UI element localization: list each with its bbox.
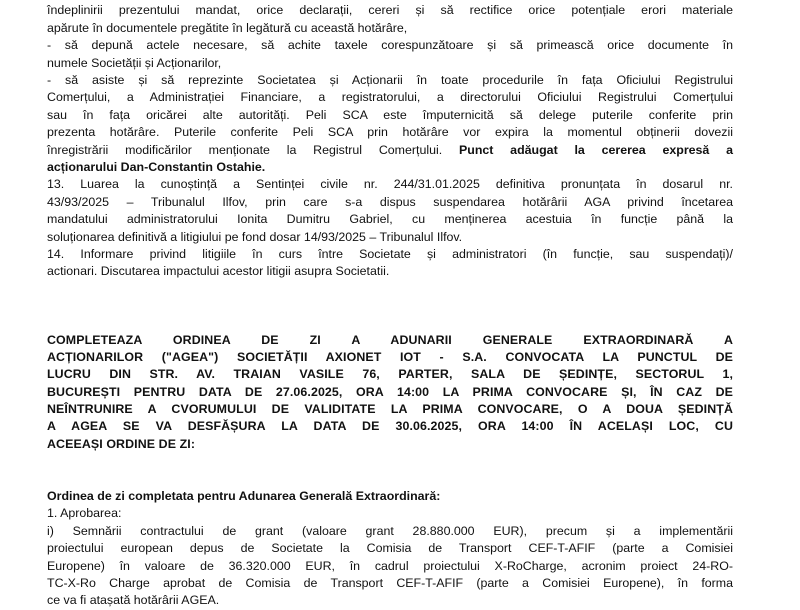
heading-line: COMPLETEAZA ORDINEA DE ZI A ADUNARII GENERALE EXTRAORDINARĂ A (47, 332, 733, 347)
convocation-heading (47, 332, 733, 454)
heading-line: A AGEA SE VA DESFĂȘURA LA DATA DE 30.06.2025, ORA 14:00 ÎN ACELAȘI LOC, CU (47, 419, 733, 434)
agenda-title: Ordinea de zi completata pentru Adunarea Generală Extraordinară: (47, 489, 441, 504)
heading-line: LUCRU DIN STR. AV. TRAIAN VASILE 76, PARTER, SALA DE ȘEDINȚE, SECTORUL 1, (47, 367, 733, 382)
heading-line: NEÎNTRUNIRE A CVORUMULUI DE VALIDITATE LA PRIMA CONVOCARE, O A DOUA ȘEDINȚĂ (47, 402, 733, 417)
agenda-section (47, 488, 733, 610)
mandate-line: îndeplinirii prezentului mandat, orice declarații, cereri și să rectifice orice potențiale erori materiale (47, 3, 733, 18)
item-13-line: 43/93/2025 – Tribunalul Ilfov, prin care s-a dispus suspendarea hotărârii AGA privind încetarea (47, 194, 733, 209)
agenda-line: ce va fi atașată hotărârii AGEA. (47, 593, 220, 608)
mandate-line: sau în fața oricărei alte autorități. Peli SCA este împuternicită să delege puterile conferite prin (47, 107, 733, 122)
spacer (47, 316, 733, 332)
mandate-line: Comerțului, a Administrației Financiare, a registratorului, a directorului Oficiului Registrului Comerțului (47, 90, 733, 105)
heading-line: ACȚIONARILOR ("AGEA") SOCIETĂȚII AXIONET IOT - S.A. CONVOCATA LA PUNCTUL DE (47, 349, 733, 364)
mandate-paragraph (47, 0, 733, 176)
document-body (47, 0, 733, 610)
heading-line: ACEEAȘI ORDINE DE ZI: (47, 436, 196, 451)
added-point-note-end: acționarului Dan-Constantin Ostahie. (47, 159, 266, 174)
mandate-line: - să asiste și să reprezinte Societatea și Acționarii în toate procedurile în fața Oficiului Registrului (47, 72, 733, 87)
agenda-item-13 (47, 176, 733, 246)
mandate-line: apărute în documentele pregătite în legătură cu această hotărâre, (47, 20, 408, 35)
added-point-note: Punct adăugat la cererea expresă a (458, 142, 733, 157)
spacer (47, 281, 733, 316)
mandate-line: înregistrării modificărilor menționate la Registrul Comerțului. (47, 142, 443, 157)
item-13-line: 13. Luarea la cunoștință a Sentinței civile nr. 244/31.01.2025 definitiva pronunțata în dosarul nr. (47, 177, 733, 192)
agenda-line: Europene) în valoare de 36.320.000 EUR, în cadrul proiectului X-RoCharge, acronim proiect 24-RO- (47, 558, 733, 573)
item-13-line: mandatului administratorului Ionita Dumitru Gabriel, cu menținerea acestuia în funcție până la (47, 212, 733, 227)
heading-line: BUCUREȘTI PENTRU DATA DE 27.06.2025, ORA 14:00 LA PRIMA CONVOCARE ȘI, ÎN CAZ DE (47, 384, 733, 399)
mandate-line: - să depună actele necesare, să achite taxele corespunzătoare și să primească orice documente în (47, 38, 733, 53)
mandate-line: prezenta hotărâre. Puterile conferite Peli SCA prin hotărâre vor expira la momentul obținerii dovezii (47, 125, 733, 140)
agenda-line: proiectului european depus de Societate la Comisia de Transport CEF-T-AFIF (parte a Comisiei (47, 541, 733, 556)
spacer (47, 453, 733, 488)
agenda-line: 1. Aprobarea: (47, 506, 122, 521)
mandate-line: numele Societății și Acționarilor, (47, 55, 222, 70)
agenda-line: i) Semnării contractului de grant (valoare grant 28.880.000 EUR), precum și a implementării (47, 523, 733, 538)
item-14-line: actionari. Discutarea impactului acestor litigii asupra Societatii. (47, 264, 390, 279)
agenda-item-14 (47, 246, 733, 281)
agenda-line: TC-X-Ro Charge aprobat de Comisia de Transport CEF-T-AFIF (parte a Comisiei Europene), în forma (47, 576, 733, 591)
mandate-line-with-note (47, 142, 733, 159)
item-13-line: soluționarea definitivă a litigiului pe fond dosar 14/93/2025 – Tribunalul Ilfov. (47, 229, 463, 244)
item-14-line: 14. Informare privind litigiile în curs între Societate și administratori (în funcție, sau suspendați)/ (47, 246, 733, 261)
